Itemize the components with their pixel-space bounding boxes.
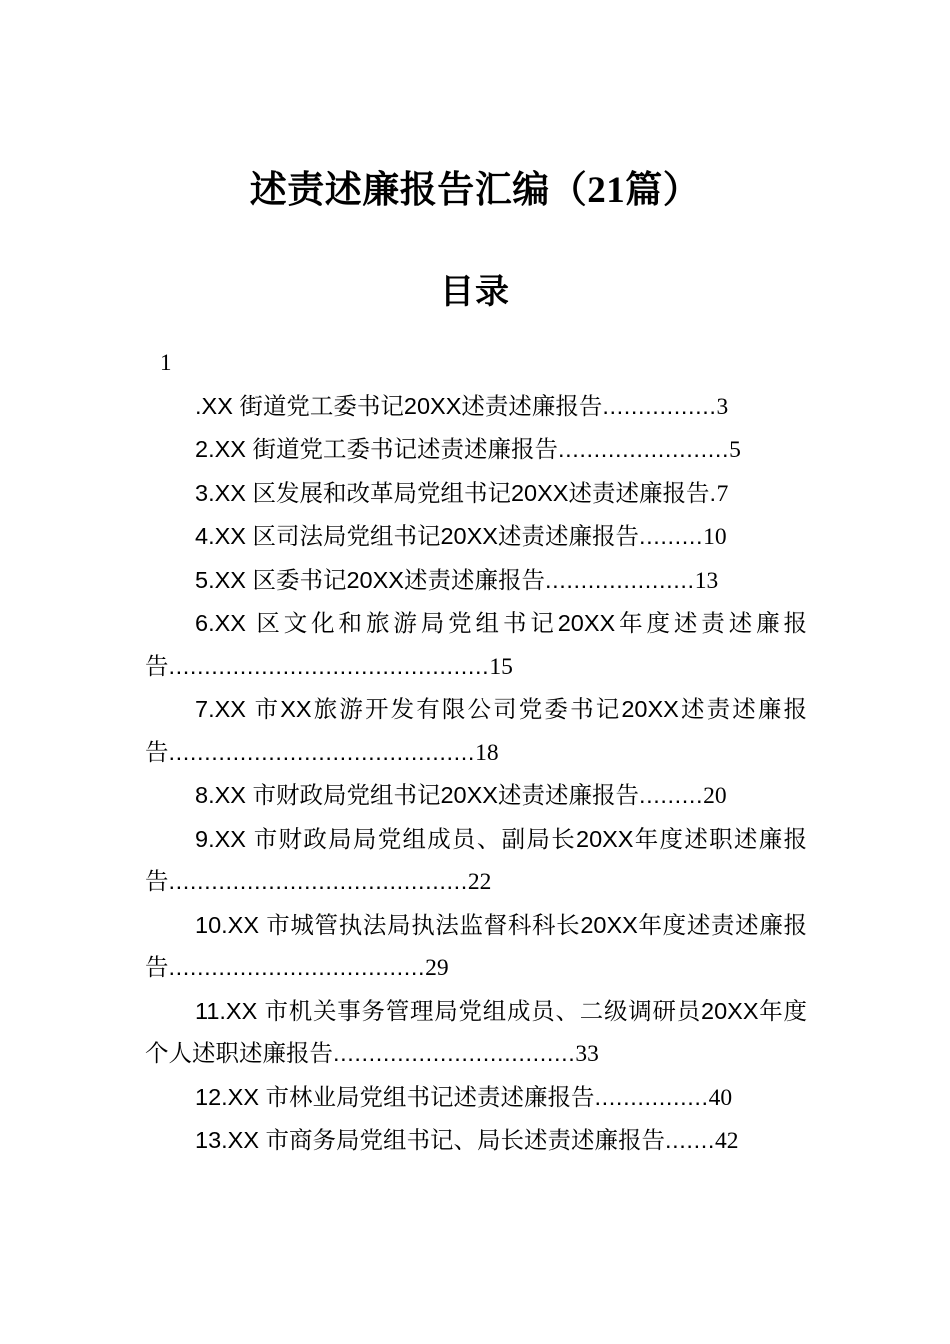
toc-entry[interactable] — [145, 602, 807, 688]
toc-entry[interactable] — [145, 904, 807, 990]
toc-entry-page-number: 20 — [703, 783, 727, 809]
toc-entry-page-number: 7 — [716, 480, 729, 507]
toc-entry-leader-dots: .......................................... — [168, 868, 468, 894]
page-title: 述责述廉报告汇编（21篇） — [249, 170, 701, 211]
toc-entry-leader-dots: ............................................. — [168, 652, 490, 679]
toc-entry-leader-dots: ................ — [594, 1083, 709, 1110]
toc-entry-page-number: 42 — [714, 1128, 739, 1154]
toc-entry-leader-dots: ......... — [638, 523, 704, 549]
toc-entry-label: 4.XX 区司法局党组书记20XX述责述廉报告 — [195, 523, 639, 549]
toc-entry[interactable] — [145, 818, 807, 904]
toc-entry-page-number: 3 — [716, 393, 729, 420]
toc-entry-label: 12.XX 市林业局党组书记述责述廉报告 — [195, 1083, 595, 1110]
toc-entry[interactable] — [145, 472, 807, 516]
toc-entry[interactable] — [145, 559, 807, 603]
toc-entry[interactable] — [145, 515, 807, 559]
toc-entry-leader-dots: ......... — [638, 782, 704, 808]
toc-entry-page-number: 29 — [425, 955, 449, 981]
toc-entry[interactable] — [145, 990, 807, 1076]
toc-entry-label: 11.XX 市机关事务管理局党组成员、二级调研员20XX年度个人述职述廉报告 — [145, 997, 807, 1066]
toc-entry-page-number: 5 — [729, 437, 741, 463]
toc-entry-page-number: 33 — [575, 1041, 599, 1067]
toc-entry[interactable] — [145, 774, 807, 818]
toc-entry[interactable] — [145, 385, 807, 429]
toc-entry-label: 8.XX 市财政局党组书记20XX述责述廉报告 — [195, 782, 639, 808]
toc-entry-label: 9.XX 市财政局局党组成员、副局长20XX年度述职述廉报告 — [145, 825, 807, 894]
toc-entry[interactable] — [145, 1076, 807, 1120]
toc-entry-label: 6.XX 区文化和旅游局党组书记20XX年度述责述廉报告 — [145, 610, 807, 679]
toc-entry-page-number: 22 — [467, 869, 492, 895]
toc-entry-leader-dots: ........................................... — [168, 738, 476, 765]
toc-heading: 目录 — [440, 274, 510, 311]
toc-entry[interactable] — [145, 1119, 807, 1163]
toc-entry-leader-dots: .................................... — [168, 954, 426, 980]
table-of-contents — [145, 342, 807, 1163]
toc-entry-page-number: 18 — [475, 739, 499, 766]
toc-entry-page-number: 13 — [694, 567, 719, 594]
toc-orphan-number: 1 — [160, 350, 172, 375]
toc-entry-leader-dots: .................................. — [333, 1040, 576, 1066]
toc-entry-label: 5.XX 区委书记20XX述责述廉报告 — [195, 566, 545, 593]
toc-entry-leader-dots: ..................... — [544, 566, 695, 593]
toc-entry[interactable] — [145, 688, 807, 774]
toc-entry-leader-dots: . — [709, 479, 717, 506]
toc-entry-label: 7.XX 市XX旅游开发有限公司党委书记20XX述责述廉报告 — [145, 696, 807, 765]
toc-entry-label: .XX 街道党工委书记20XX述责述廉报告 — [195, 392, 603, 419]
toc-entry-leader-dots: ....... — [665, 1127, 715, 1153]
toc-entry-label: 3.XX 区发展和改革局党组书记20XX述责述廉报告 — [195, 479, 710, 506]
toc-entry-page-number: 10 — [703, 524, 727, 550]
toc-entry-label: 2.XX 街道党工委书记述责述廉报告 — [195, 436, 558, 462]
toc-entry-list — [145, 385, 807, 1163]
toc-entry-page-number: 15 — [489, 653, 513, 680]
toc-entry-leader-dots: ................ — [602, 392, 717, 419]
toc-entry-page-number: 40 — [708, 1084, 733, 1111]
toc-entry-label: 10.XX 市城管执法局执法监督科科长20XX年度述责述廉报告 — [145, 911, 807, 980]
toc-entry[interactable] — [145, 428, 807, 472]
toc-entry-label: 13.XX 市商务局党组书记、局长述责述廉报告 — [195, 1127, 666, 1153]
toc-entry-leader-dots: ........................ — [557, 436, 730, 462]
